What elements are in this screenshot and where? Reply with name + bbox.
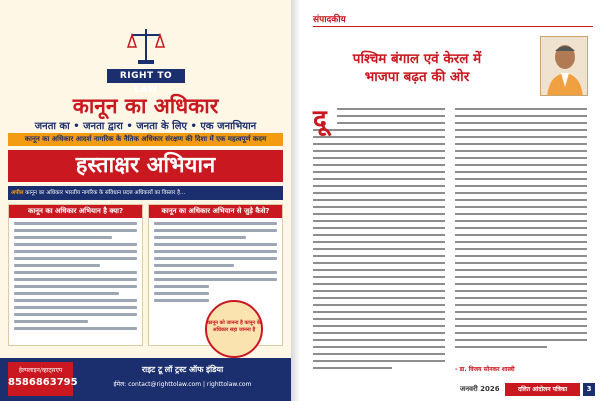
appeal-text: कानून का अधिकार भारतीय नागरिक के संविधान प्रदत्त अधिकारों का विस्तार है... bbox=[25, 190, 186, 196]
how-to-join-body bbox=[149, 218, 282, 310]
poster-page bbox=[0, 0, 291, 401]
quote-badge: कानून को जानना है कानून के अधिकार सहा जानना है bbox=[205, 300, 263, 358]
article-headline: पश्चिम बंगाल एवं केरल में भाजपा बढ़त की ओर bbox=[352, 51, 482, 85]
section-divider bbox=[313, 26, 593, 27]
footer-contact[interactable]: ईमेल: contact@righttolaw.com | righttolaw.com bbox=[113, 381, 252, 388]
poster-tagline: जनता का • जनता द्वारा • जनता के लिए • एक जनाभियान bbox=[34, 121, 257, 132]
page-footer bbox=[300, 381, 600, 401]
section-label: संपादकीय bbox=[313, 15, 346, 25]
article-byline: - डा. विजय सोनकर शास्त्री bbox=[455, 366, 515, 373]
helpline-number[interactable]: 8586863795 bbox=[8, 377, 78, 388]
author-photo bbox=[540, 36, 588, 96]
page-gutter bbox=[291, 0, 300, 401]
appeal-strip bbox=[8, 186, 283, 200]
article-column-1 bbox=[313, 105, 445, 374]
article-column-2 bbox=[455, 108, 587, 353]
issue-date: जनवरी 2026 bbox=[460, 385, 500, 393]
appeal-label: अपील bbox=[11, 190, 24, 196]
what-is-campaign-body bbox=[9, 218, 142, 338]
poster-title: कानून का अधिकार bbox=[72, 94, 219, 118]
what-is-campaign-heading: कानून का अधिकार अभियान है क्या? bbox=[9, 205, 142, 218]
author-portrait-icon bbox=[541, 37, 588, 96]
what-is-campaign-box bbox=[8, 204, 143, 346]
scales-of-justice-icon bbox=[127, 26, 165, 66]
how-to-join-heading: कानून का अधिकार अभियान से जुड़े कैसे? bbox=[149, 205, 282, 218]
article-dropcap: दू bbox=[313, 105, 327, 135]
logo-text: RIGHT TO LAW bbox=[107, 69, 185, 83]
poster-footer bbox=[0, 358, 291, 401]
helpline-label: हेल्पलाइन/व्हाट्सएप bbox=[18, 367, 63, 374]
right-to-law-logo bbox=[107, 26, 185, 95]
editorial-page bbox=[300, 0, 600, 401]
footer-organization: राइट टू लॉ ट्रस्ट ऑफ इंडिया bbox=[141, 365, 224, 374]
magazine-name: दलित आंदोलन पत्रिका bbox=[505, 383, 580, 396]
campaign-banner: हस्ताक्षर अभियान bbox=[8, 150, 283, 182]
page-number: 3 bbox=[583, 383, 595, 396]
mission-band: कानून का अधिकार आदर्श नागरिक के नैतिक अधिकार संरक्षण की दिशा में एक महत्वपूर्ण कदम bbox=[8, 133, 283, 146]
helpline-box bbox=[8, 362, 78, 396]
